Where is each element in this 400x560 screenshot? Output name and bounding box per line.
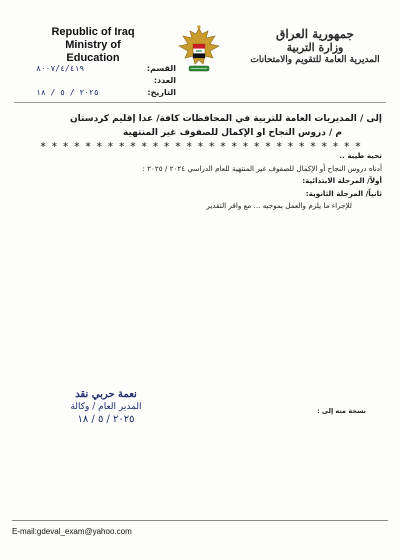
- subject-line: م / دروس النجاح او الإكمال للصفوف غير المنتهية: [122, 128, 342, 138]
- country-name-ar: جمهورية العراق: [276, 27, 354, 41]
- closing-line: للإجراء ما يلزم والعمل بموجبه ... مع وافر التقدير: [206, 201, 352, 211]
- number-label: العدد:: [153, 75, 176, 85]
- section-row: [36, 62, 176, 74]
- cc-item: [30, 457, 366, 467]
- cc-item: [30, 477, 366, 487]
- signature-date: ٢٠٢٥ / ٥ / ١٨: [77, 414, 135, 425]
- contact-email: E-mail:gdeval_exam@yahoo.com: [12, 526, 132, 536]
- header-divider: [14, 102, 386, 103]
- carbon-copy-list: [30, 406, 366, 538]
- number-row: [36, 74, 176, 86]
- section-primary-title: أولاً/ المرحلة الابتدائية:: [302, 176, 382, 186]
- section-value: ٨٠٠٧/٤/٤١٩: [36, 63, 85, 73]
- cc-item: [30, 498, 366, 508]
- separator-dots: ∗ ∗ ∗ ∗ ∗ ∗ ∗ ∗ ∗ ∗ ∗ ∗ ∗ ∗ ∗ ∗ ∗ ∗ ∗ ∗ ∗ ∗ ∗ ∗ ∗ ∗ ∗ ∗ ∗: [39, 140, 363, 149]
- cc-item: [30, 508, 366, 518]
- letter-body: [20, 112, 382, 213]
- cc-item: [30, 447, 366, 457]
- date-label: التاريخ:: [147, 87, 176, 97]
- ministry-name-en: Ministry of Education: [65, 39, 121, 64]
- date-value: ٢٠٢٥ / ٥ / ١٨: [36, 87, 99, 97]
- reference-block: [36, 62, 176, 98]
- cc-item: [30, 416, 366, 426]
- cc-item: [30, 437, 366, 447]
- cc-item: [30, 426, 366, 436]
- directorate-name-ar: المديرية العامة للتقويم والامتحانات: [250, 55, 380, 65]
- page-footer: [12, 524, 388, 538]
- cc-item: [30, 467, 366, 477]
- footer-divider: [12, 520, 388, 521]
- intro-paragraph: أدناه دروس النجاح أو الإكمال للصفوف غير المنتهية للعام الدراسي ٢٠٢٤ / ٢٠٢٥ :: [142, 163, 382, 173]
- date-row: [36, 86, 176, 98]
- cc-item: [30, 488, 366, 498]
- iraq-eagle-emblem-icon: [175, 22, 223, 82]
- country-name-en: Republic of Iraq: [51, 26, 135, 38]
- ministry-arabic-header: [240, 28, 390, 67]
- recipient-line: إلى / المديريات العامة للتربية في المحافظات كافة/ عدا إقليم كردستان: [69, 114, 382, 124]
- section-secondary-title: ثانياً/ المرحلة الثانوية:: [305, 188, 382, 198]
- signatory-name: نعمة حربي نقد: [75, 389, 137, 400]
- ministry-english-header: [38, 26, 148, 65]
- signatory-title: المدير العام / وكالة: [70, 402, 142, 412]
- greeting: تحية طيبة ..: [339, 151, 382, 160]
- cc-title: نسخة منه إلى :: [317, 407, 366, 415]
- ministry-name-ar: وزارة التربية: [286, 41, 344, 54]
- section-label: القسم:: [146, 63, 176, 73]
